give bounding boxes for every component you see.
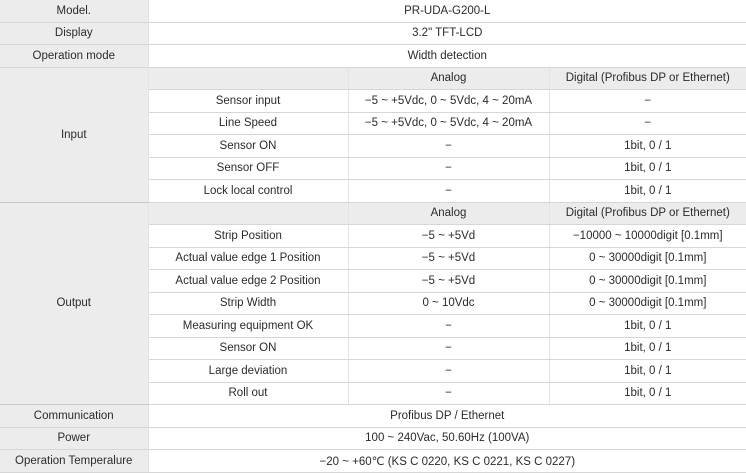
signal-name: Roll out bbox=[148, 382, 348, 405]
digital-value: 1bit, 0 / 1 bbox=[549, 157, 746, 180]
analog-value: − bbox=[348, 180, 549, 203]
spec-value: 100 ~ 240Vac, 50.60Hz (100VA) bbox=[148, 427, 746, 450]
digital-value: 0 ~ 30000digit [0.1mm] bbox=[549, 292, 746, 315]
digital-column-header: Digital (Profibus DP or Ethernet) bbox=[549, 202, 746, 225]
spec-value: PR-UDA-G200-L bbox=[148, 0, 746, 22]
analog-value: −5 ~ +5Vdc, 0 ~ 5Vdc, 4 ~ 20mA bbox=[348, 112, 549, 135]
digital-value: −10000 ~ 10000digit [0.1mm] bbox=[549, 225, 746, 248]
analog-value: − bbox=[348, 315, 549, 338]
signal-name: Sensor ON bbox=[148, 337, 348, 360]
spec-row-display bbox=[0, 22, 746, 45]
spec-value: 3.2" TFT-LCD bbox=[148, 22, 746, 45]
analog-value: −5 ~ +5Vd bbox=[348, 225, 549, 248]
spec-label: Operation mode bbox=[0, 45, 148, 68]
spec-label: Power bbox=[0, 427, 148, 450]
output-header-row bbox=[0, 202, 746, 225]
input-header-row bbox=[0, 67, 746, 90]
signal-name: Strip Width bbox=[148, 292, 348, 315]
signal-name: Sensor input bbox=[148, 90, 348, 113]
digital-value: 1bit, 0 / 1 bbox=[549, 315, 746, 338]
signal-name: Lock local control bbox=[148, 180, 348, 203]
spec-value: −20 ~ +60℃ (KS C 0220, KS C 0221, KS C 0227) bbox=[148, 450, 746, 473]
spec-value: Profibus DP / Ethernet bbox=[148, 405, 746, 428]
signal-name: Line Speed bbox=[148, 112, 348, 135]
signal-name: Measuring equipment OK bbox=[148, 315, 348, 338]
analog-value: − bbox=[348, 337, 549, 360]
signal-name: Large deviation bbox=[148, 360, 348, 383]
spec-label: Operation Temperalure bbox=[0, 450, 148, 473]
spec-label: Display bbox=[0, 22, 148, 45]
digital-value: 1bit, 0 / 1 bbox=[549, 337, 746, 360]
spec-row-operation-mode bbox=[0, 45, 746, 68]
signal-name: Sensor ON bbox=[148, 135, 348, 158]
spec-value: Width detection bbox=[148, 45, 746, 68]
empty-header-cell bbox=[148, 202, 348, 225]
digital-value: − bbox=[549, 112, 746, 135]
digital-value: 1bit, 0 / 1 bbox=[549, 180, 746, 203]
spec-row-power bbox=[0, 427, 746, 450]
analog-column-header: Analog bbox=[348, 202, 549, 225]
analog-value: − bbox=[348, 382, 549, 405]
digital-value: 1bit, 0 / 1 bbox=[549, 382, 746, 405]
digital-value: 1bit, 0 / 1 bbox=[549, 135, 746, 158]
spec-row-communication bbox=[0, 405, 746, 428]
signal-name: Sensor OFF bbox=[148, 157, 348, 180]
spec-label: Communication bbox=[0, 405, 148, 428]
signal-name: Actual value edge 1 Position bbox=[148, 247, 348, 270]
digital-value: 0 ~ 30000digit [0.1mm] bbox=[549, 247, 746, 270]
spec-row-operation-temperature bbox=[0, 450, 746, 473]
analog-value: 0 ~ 10Vdc bbox=[348, 292, 549, 315]
analog-column-header: Analog bbox=[348, 67, 549, 90]
output-group-label: Output bbox=[0, 202, 148, 405]
analog-value: −5 ~ +5Vd bbox=[348, 270, 549, 293]
signal-name: Strip Position bbox=[148, 225, 348, 248]
digital-value: 0 ~ 30000digit [0.1mm] bbox=[549, 270, 746, 293]
spec-label: Model. bbox=[0, 0, 148, 22]
analog-value: − bbox=[348, 157, 549, 180]
analog-value: − bbox=[348, 135, 549, 158]
spec-row-model bbox=[0, 0, 746, 22]
input-group-label: Input bbox=[0, 67, 148, 202]
analog-value: − bbox=[348, 360, 549, 383]
signal-name: Actual value edge 2 Position bbox=[148, 270, 348, 293]
digital-column-header: Digital (Profibus DP or Ethernet) bbox=[549, 67, 746, 90]
analog-value: −5 ~ +5Vdc, 0 ~ 5Vdc, 4 ~ 20mA bbox=[348, 90, 549, 113]
digital-value: 1bit, 0 / 1 bbox=[549, 360, 746, 383]
empty-header-cell bbox=[148, 67, 348, 90]
analog-value: −5 ~ +5Vd bbox=[348, 247, 549, 270]
digital-value: − bbox=[549, 90, 746, 113]
